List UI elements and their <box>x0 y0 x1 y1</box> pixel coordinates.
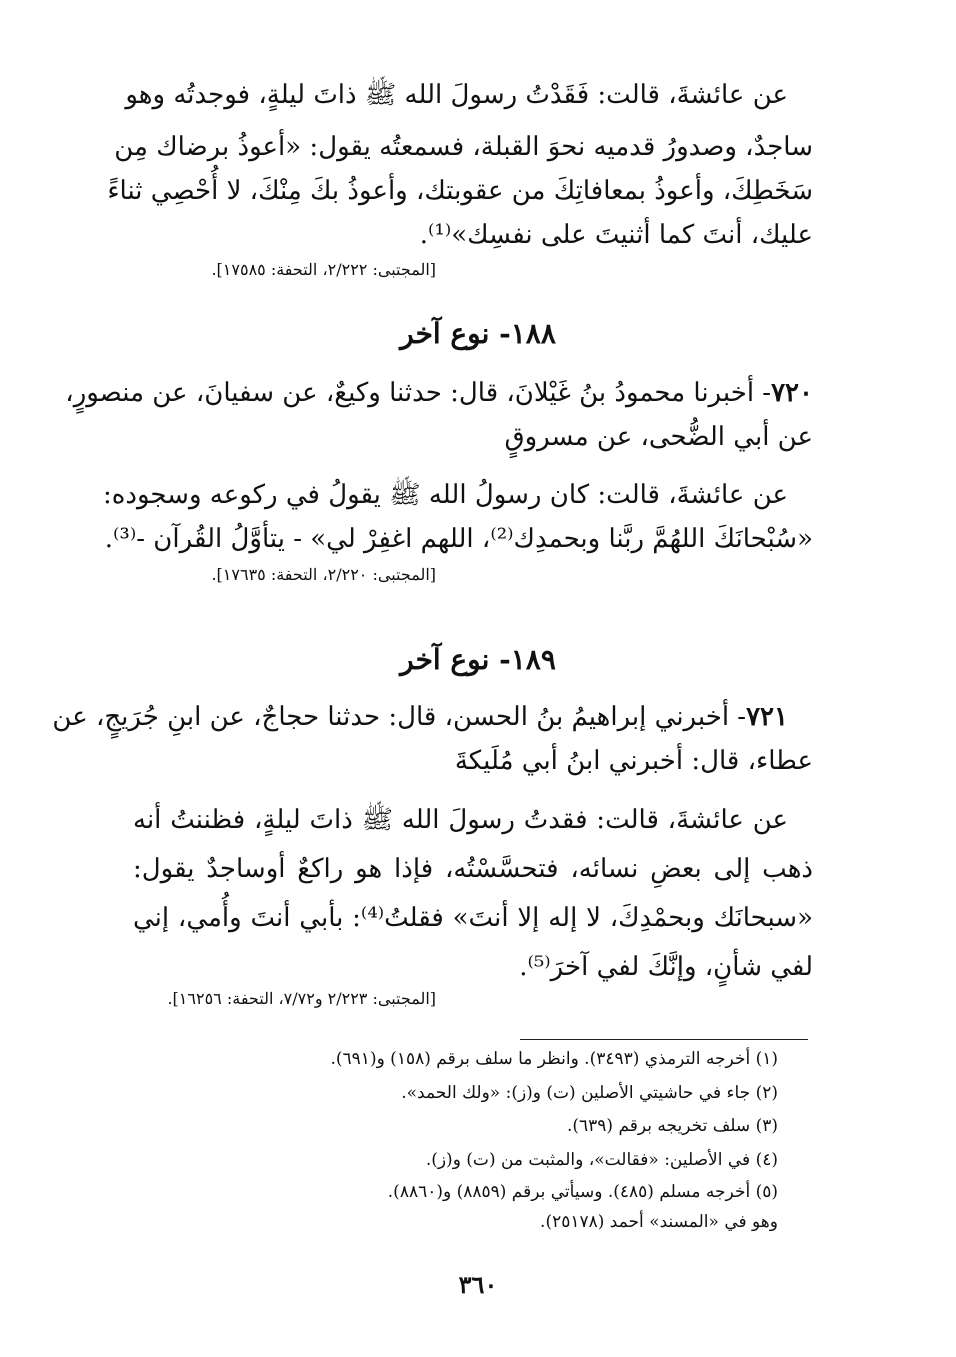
source-reference: [المجتبى: ٢/٢٢٢، التحفة: ١٧٥٨٥]. <box>211 260 436 279</box>
page-number: ٣٦٠ <box>458 1270 498 1299</box>
section-heading: ١٨٨- نوع آخر <box>400 317 556 350</box>
matn-line: عن عائشةَ، قالت: فقدتُ رسولَ الله ﷺ ذاتَ ليلةٍ، فظننتُ أنه <box>133 805 788 835</box>
matn-line: ذهب إلى بعضِ نسائه، فتحسَّسْتُه، فإذا هو راكعٌ أوساجدٌ يقول: <box>133 854 813 884</box>
isnad-line: عن أبي الضُّحى، عن مسروقٍ <box>504 422 813 452</box>
source-reference: [المجتبى: ٢/٢٢٠، التحفة: ١٧٦٣٥]. <box>211 565 436 584</box>
text-line: عن عائشةَ، قالت: فَقَدْتُ رسولَ الله ﷺ ذاتَ ليلةٍ، فوجدتُه وهو <box>125 80 788 110</box>
footnote: (٣) سلف تخريجه برقم (٦٣٩). <box>566 1116 778 1136</box>
matn-line: «سبحانَك وبحمْدِكَ، لا إله إلا أنتَ» فقلتُ⁽⁴⁾: بأبي أنتَ وأُمي، إني <box>133 903 813 933</box>
footnote: (٥) أخرجه مسلم (٤٨٥). وسيأتي برقم (٨٨٥٩) و(٨٨٦٠). <box>387 1182 778 1202</box>
footnote: (١) أخرجه الترمذي (٣٤٩٣). وانظر ما سلف برقم (١٥٨) و(٦٩١). <box>330 1049 778 1069</box>
text-line: ساجدٌ، وصدورُ قدميه نحوَ القبلة، فسمعتُه يقول: «أعوذُ برضاك مِن <box>114 132 813 162</box>
footnote: (٢) جاء في حاشيتي الأصلين (ت) و(ز): «ولك الحمد». <box>401 1083 778 1103</box>
hadith-number: ٧٢١ <box>746 702 788 732</box>
isnad-text: - أخبرنا محمودُ بنُ غَيْلانَ، قال: حدثنا وكيعٌ، عن سفيانَ، عن منصورٍ، <box>65 378 772 408</box>
matn-line: عن عائشةَ، قالت: كان رسولُ الله ﷺ يقولُ في ركوعه وسجوده: <box>102 480 788 510</box>
footnote: (٤) في الأصلين: «فقالت»، والمثبت من (ت) و(ز). <box>425 1150 778 1170</box>
isnad-line: عطاء، قال: أخبرني ابنُ أبي مُلَيكةَ <box>454 746 813 776</box>
text-line: سَخَطِكَ، وأعوذُ بمعافاتِكَ من عقوبتك، وأعوذُ بكَ مِنْكَ، لا أُحْصِي ثناءً <box>107 176 813 206</box>
text-line: عليك، أنتَ كما أثنيتَ على نفسِك»⁽¹⁾. <box>419 220 813 250</box>
footnote: وهو في «المسند» أحمد (٢٥١٧٨). <box>540 1212 778 1232</box>
source-reference: [المجتبى: ٢/٢٢٣ و٧/٧٢، التحفة: ١٦٢٥٦]. <box>167 989 436 1008</box>
hadith-number: ٧٢٠ <box>771 378 813 408</box>
footnote-divider <box>520 1039 808 1040</box>
matn-line: «سُبْحانَكَ اللهُمَّ ربَّنا وبحمدِك⁽²⁾، اللهم اغفِرْ لي» - يتأوَّلُ القُرآن -⁽³⁾. <box>104 524 813 554</box>
isnad-line <box>52 694 788 740</box>
section-heading: ١٨٩- نوع آخر <box>400 643 556 676</box>
matn-line: لفي شأنٍ، وإنَّكَ لفي آخرَ⁽⁵⁾. <box>519 952 813 982</box>
isnad-line <box>65 370 813 416</box>
isnad-text: - أخبرني إبراهيمُ بنُ الحسن، قال: حدثنا حجاجٌ، عن ابنِ جُرَيجٍ، عن <box>52 702 747 732</box>
